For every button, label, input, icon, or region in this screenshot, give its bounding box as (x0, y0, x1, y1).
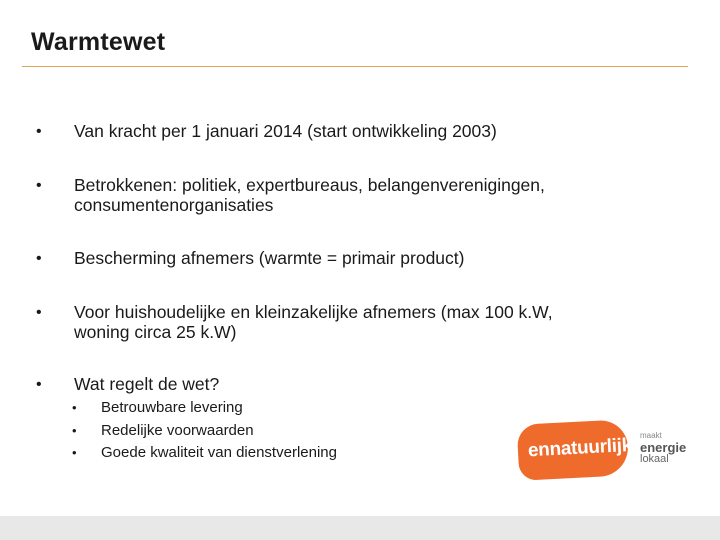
title-divider (22, 66, 688, 67)
slide-title: Warmtewet (31, 28, 166, 56)
sub-bullet-text: Betrouwbare levering (101, 399, 243, 416)
logo-tagline-line: maakt (640, 431, 662, 440)
logo-wordmark: ennatuurlijk (527, 434, 633, 462)
bullet-marker: • (36, 376, 42, 393)
bullet-marker: • (36, 250, 42, 267)
logo-tagline (640, 430, 700, 465)
bullet-line: Betrokkenen: politiek, expertbureaus, belangenverenigingen, (74, 175, 545, 195)
bullet-text (74, 121, 634, 141)
sub-bullet-text: Redelijke voorwaarden (101, 422, 254, 439)
bullet-text (74, 175, 634, 215)
bullet-marker: • (36, 123, 42, 140)
logo-tagline-line: lokaal (640, 453, 669, 465)
bullet-text (74, 248, 634, 268)
sub-bullet-marker: • (72, 400, 77, 415)
sub-bullet-marker: • (72, 445, 77, 460)
sub-bullet-text: Goede kwaliteit van dienstverlening (101, 444, 337, 461)
sub-bullet-marker: • (72, 423, 77, 438)
bullet-line: woning circa 25 k.W) (74, 322, 237, 342)
logo-badge (517, 419, 633, 481)
bullet-line: Wat regelt de wet? (74, 374, 220, 394)
bullet-marker: • (36, 304, 42, 321)
logo-tagline-line: energie (640, 440, 687, 455)
bullet-line: consumentenorganisaties (74, 195, 274, 215)
footer-bar (0, 516, 720, 540)
bullet-line: Voor huishoudelijke en kleinzakelijke afnemers (max 100 k.W, (74, 302, 553, 322)
bullet-marker: • (36, 177, 42, 194)
bullet-text (74, 374, 634, 394)
bullet-text (74, 302, 634, 342)
bullet-line: Van kracht per 1 januari 2014 (start ontwikkeling 2003) (74, 121, 497, 141)
ennatuurlijk-logo (518, 420, 688, 484)
bullet-line: Bescherming afnemers (warmte = primair product) (74, 248, 465, 268)
